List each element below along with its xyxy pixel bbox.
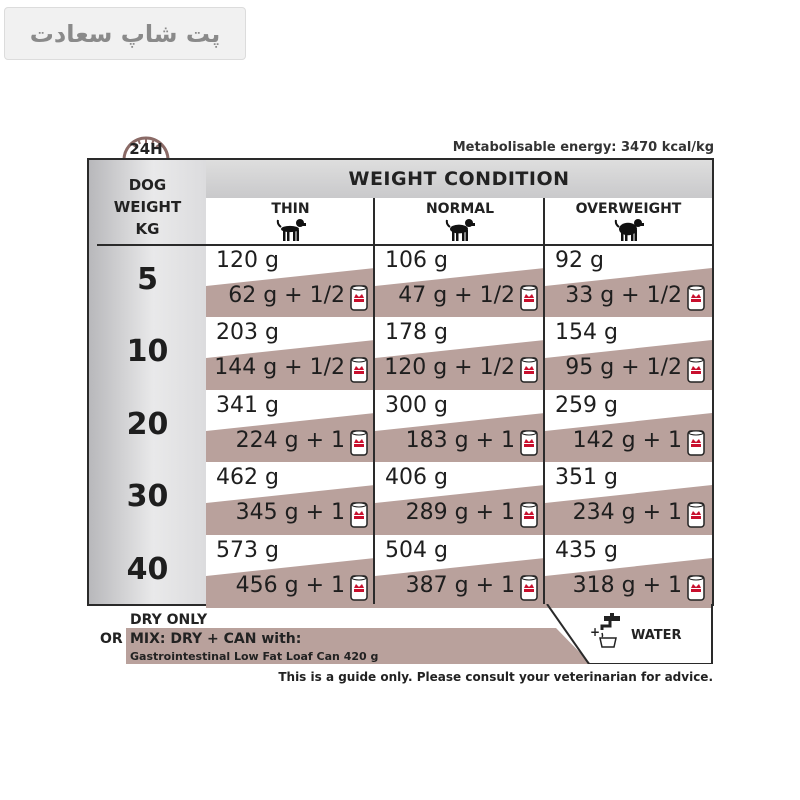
- weight-value: 20: [126, 406, 169, 442]
- dog-weight-header-line: KG: [135, 220, 160, 238]
- row-divider: [206, 535, 712, 536]
- can-icon: [687, 574, 705, 602]
- clock-label: 24H: [129, 140, 163, 158]
- can-icon: [350, 429, 368, 457]
- can-icon: [520, 501, 538, 529]
- water-label: WATER: [631, 628, 682, 643]
- watermark-logo: پت شاپ سعادت: [4, 7, 246, 60]
- mix-label: MIX: DRY + CAN with:: [130, 631, 302, 647]
- column-header: [545, 198, 712, 246]
- mix-amount: 33 g + 1/2: [565, 283, 682, 308]
- row-divider: [206, 317, 712, 318]
- mix-amount: 95 g + 1/2: [565, 355, 682, 381]
- can-icon: [520, 284, 538, 312]
- dog-weight-header-line: WEIGHT: [113, 198, 182, 216]
- can-icon: [350, 284, 368, 312]
- dry-only-amount: 106 g: [385, 248, 448, 273]
- or-label: OR: [100, 631, 123, 647]
- mix-amount: 345 g + 1: [235, 500, 345, 526]
- row-divider: [206, 462, 712, 463]
- normal-dog-icon: [445, 216, 475, 242]
- header-divider: [97, 244, 712, 246]
- column-header: [206, 198, 375, 246]
- dry-only-amount: 406 g: [385, 465, 448, 491]
- product-label: Gastrointestinal Low Fat Loaf Can 420 g: [130, 650, 379, 663]
- dry-only-amount: 341 g: [216, 392, 279, 418]
- dog-weight-header-line: DOG: [128, 176, 167, 194]
- mix-amount: 183 g + 1: [405, 427, 515, 453]
- can-icon: [520, 356, 538, 384]
- mix-amount: 120 g + 1/2: [384, 355, 515, 381]
- column-header-label: NORMAL: [425, 201, 495, 217]
- can-icon: [687, 356, 705, 384]
- dry-only-amount: 435 g: [555, 537, 618, 563]
- water-tap-icon: [590, 612, 626, 648]
- feeding-table: [87, 158, 714, 606]
- weight-value: 30: [126, 479, 169, 515]
- weight-condition-title: WEIGHT CONDITION: [348, 168, 570, 190]
- dry-only-amount: 300 g: [385, 392, 448, 418]
- column-header-label: OVERWEIGHT: [575, 201, 682, 217]
- water-box: [545, 604, 714, 664]
- column-divider: [373, 198, 375, 604]
- dry-only-amount: 573 g: [216, 537, 279, 563]
- dry-only-amount: 154 g: [555, 320, 618, 346]
- dry-only-amount: 120 g: [216, 248, 279, 273]
- can-icon: [350, 501, 368, 529]
- energy-text: Metabolisable energy: 3470 kcal/kg: [452, 140, 714, 155]
- disclaimer-text: This is a guide only. Please consult your veterinarian for advice.: [278, 670, 713, 684]
- mix-amount: 224 g + 1: [235, 427, 345, 453]
- dry-only-amount: 351 g: [555, 465, 618, 491]
- dry-only-amount: 92 g: [555, 248, 604, 273]
- mix-amount: 142 g + 1: [572, 427, 682, 453]
- dry-only-amount: 462 g: [216, 465, 279, 491]
- mix-amount: 144 g + 1/2: [214, 355, 345, 381]
- weight-value: 5: [137, 262, 158, 297]
- weight-value: 10: [126, 334, 169, 370]
- mix-amount: 289 g + 1: [405, 500, 515, 526]
- can-icon: [687, 284, 705, 312]
- mix-amount: 387 g + 1: [405, 572, 515, 598]
- dry-only-amount: 203 g: [216, 320, 279, 346]
- dry-only-amount: 178 g: [385, 320, 448, 346]
- dry-only-label: DRY ONLY: [130, 612, 208, 628]
- mix-amount: 234 g + 1: [572, 500, 682, 526]
- dog-weight-header: [89, 174, 206, 240]
- mix-amount: 318 g + 1: [572, 572, 682, 598]
- column-header: [375, 198, 545, 246]
- can-icon: [350, 356, 368, 384]
- can-icon: [520, 429, 538, 457]
- mix-amount: 62 g + 1/2: [228, 283, 345, 308]
- thin-dog-icon: [276, 216, 306, 242]
- can-icon: [687, 501, 705, 529]
- weight-value: 40: [126, 551, 169, 587]
- column-divider: [543, 198, 545, 604]
- dry-only-amount: 504 g: [385, 537, 448, 563]
- row-divider: [206, 390, 712, 391]
- can-icon: [520, 574, 538, 602]
- overweight-dog-icon: [614, 216, 644, 242]
- can-icon: [687, 429, 705, 457]
- mix-amount: 456 g + 1: [235, 572, 345, 598]
- dry-only-amount: 259 g: [555, 392, 618, 418]
- column-header-label: THIN: [271, 201, 310, 217]
- can-icon: [350, 574, 368, 602]
- svg-text:+: +: [590, 625, 601, 639]
- mix-amount: 47 g + 1/2: [398, 283, 515, 308]
